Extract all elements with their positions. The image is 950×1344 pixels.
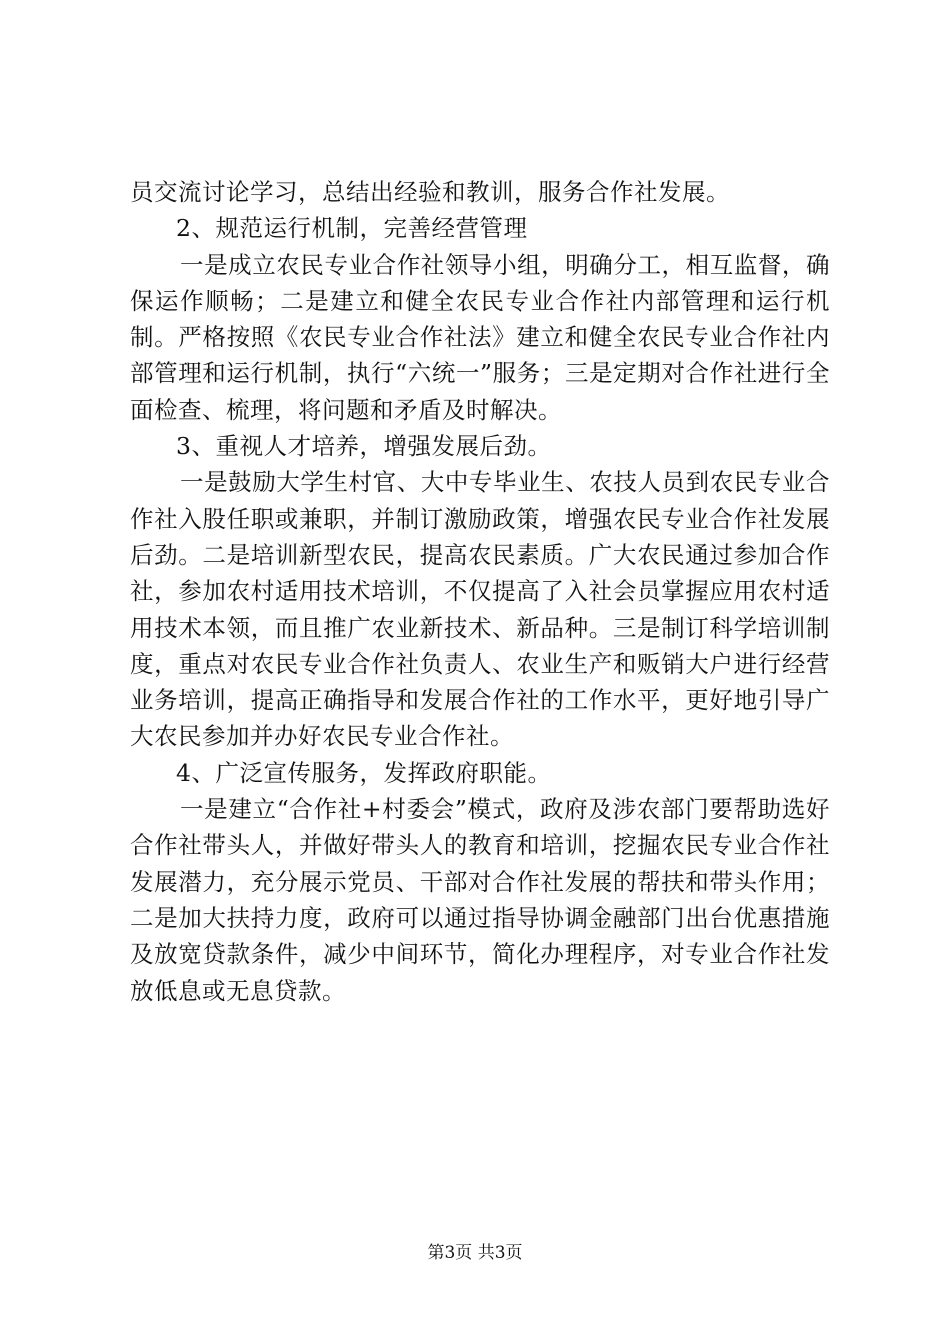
paragraph-government-function: 一是建立“合作社+村委会”模式，政府及涉农部门要帮助选好合作社带头人，并做好带头人的教育和培训，挖掘农民专业合作社发展潜力，充分展示党员、干部对合作社发展的帮扶和带头作用；二是加大扶持力度，政府可以通过指导协调金融部门出台优惠措施及放宽贷款条件，减少中间环节，简化办理程序，对专业合作社发放低息或无息贷款。 bbox=[130, 795, 830, 1005]
section-heading-2: 2、规范运行机制，完善经营管理 bbox=[176, 214, 528, 243]
paragraph-continued: 员交流讨论学习，总结出经验和教训，服务合作社发展。 bbox=[130, 178, 730, 206]
document-body bbox=[130, 174, 830, 1009]
paragraph-operation-mechanism: 一是成立农民专业合作社领导小组，明确分工，相互监督，确保运作顺畅；二是建立和健全农民专业合作社内部管理和运行机制。严格按照《农民专业合作社法》建立和健全农民专业合作社内部管理和运行机制，执行“六统一”服务；三是定期对合作社进行全面检查、梳理，将问题和矛盾及时解决。 bbox=[130, 250, 830, 424]
paragraph-talent-training: 一是鼓励大学生村官、大中专毕业生、农技人员到农民专业合作社入股任职或兼职，并制订激励政策，增强农民专业合作社发展后劲。二是培训新型农民，提高农民素质。广大农民通过参加合作社，参加农村适用技术培训，不仅提高了入社会员掌握应用农村适用技术本领，而且推广农业新技术、新品种。三是制订科学培训制度，重点对农民专业合作社负责人、农业生产和贩销大户进行经营业务培训，提高正确指导和发展合作社的工作水平，更好地引导广大农民参加并办好农民专业合作社。 bbox=[130, 468, 830, 751]
section-heading-3: 3、重视人才培养，增强发展后劲。 bbox=[176, 432, 552, 461]
section-heading-4: 4、广泛宣传服务，发挥政府职能。 bbox=[176, 758, 552, 787]
page-footer: 第3页 共3页 bbox=[427, 1243, 523, 1263]
